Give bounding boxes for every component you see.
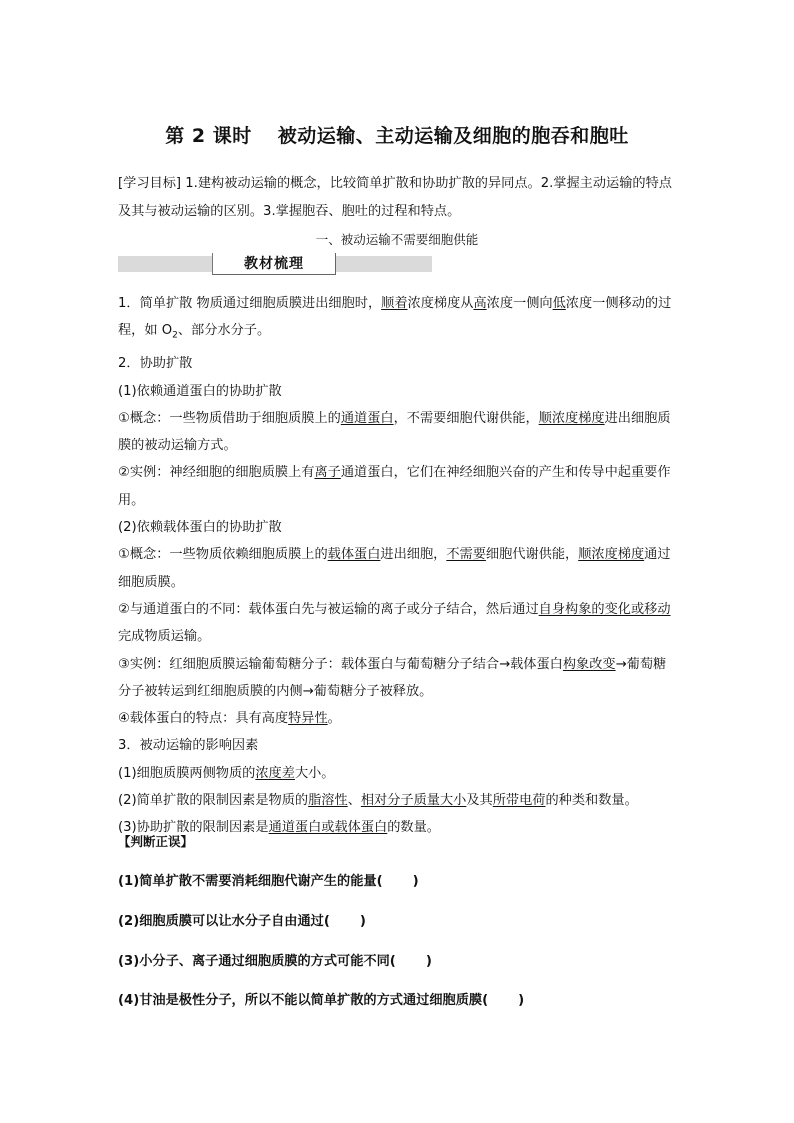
paragraph-carrier-difference: ②与通道蛋白的不同：载体蛋白先与被运输的离子或分子结合，然后通过自身构象的变化或移动完成物质运输。 bbox=[118, 601, 671, 645]
paragraph-factor-1: (1)细胞质膜两侧物质的浓度差大小。 bbox=[118, 765, 335, 781]
paragraph-carrier-protein-heading: (2)依赖载体蛋白的协助扩散 bbox=[118, 520, 282, 536]
objective-label: [学习目标] bbox=[118, 176, 182, 191]
section-band-label: 教材梳理 bbox=[212, 253, 336, 275]
objective-text: 1.建构被动运输的概念，比较简单扩散和协助扩散的异同点。2.掌握主动运输的特点及其与被动运输的区别。3.掌握胞吞、胞吐的过程和特点。 bbox=[118, 176, 672, 219]
lesson-topic: 被动运输、主动运输及细胞的胞吞和胞吐 bbox=[277, 125, 629, 147]
lesson-number: 第 2 课时 bbox=[165, 125, 252, 147]
paragraph-carrier-example: ③实例：红细胞质膜运输葡萄糖分子：载体蛋白与葡萄糖分子结合→载体蛋白构象改变→葡萄糖分子被转运到红细胞质膜的内侧→葡萄糖分子被释放。 bbox=[118, 656, 667, 699]
page-title bbox=[0, 121, 794, 148]
judgement-label: 【判断正误】 bbox=[118, 834, 194, 849]
section-heading: 一、被动运输不需要细胞供能 bbox=[315, 232, 479, 247]
paragraph-channel-concept: ①概念：一些物质借助于细胞质膜上的通道蛋白，不需要细胞代谢供能，顺浓度梯度进出细胞质膜的被动运输方式。 bbox=[118, 410, 671, 454]
paragraph-factor-2: (2)简单扩散的限制因素是物质的脂溶性、相对分子质量大小及其所带电荷的种类和数量。 bbox=[118, 792, 638, 808]
judgement-question-3: (3)小分子、离子通过细胞质膜的方式可能不同( ) bbox=[118, 954, 432, 969]
learning-objectives bbox=[118, 170, 678, 226]
paragraph-factors-heading: 3．被动运输的影响因素 bbox=[118, 738, 259, 754]
paragraph-channel-protein-heading: (1)依赖通道蛋白的协助扩散 bbox=[118, 383, 282, 399]
paragraph-factor-3: (3)协助扩散的限制因素是通道蛋白或载体蛋白的数量。 bbox=[118, 820, 440, 836]
judgement-question-1: (1)简单扩散不需要消耗细胞代谢产生的能量( ) bbox=[118, 874, 419, 889]
paragraph-carrier-feature: ④载体蛋白的特点：具有高度特异性。 bbox=[118, 711, 341, 727]
paragraph-channel-example: ②实例：神经细胞的细胞质膜上有离子通道蛋白，它们在神经细胞兴奋的产生和传导中起重要作用。 bbox=[118, 465, 671, 508]
content-body bbox=[118, 290, 678, 842]
judgement-question-4: (4)甘油是极性分子，所以不能以简单扩散的方式通过细胞质膜( ) bbox=[118, 993, 525, 1008]
paragraph-carrier-concept: ①概念：一些物质依赖细胞质膜上的载体蛋白进出细胞，不需要细胞代谢供能，顺浓度梯度通过细胞质膜。 bbox=[118, 547, 671, 590]
paragraph-facilitated-diffusion: 2．协助扩散 bbox=[118, 356, 193, 372]
paragraph-simple-diffusion: 1．简单扩散 物质通过细胞质膜进出细胞时，顺着浓度梯度从高浓度一侧向低浓度一侧移动的过程，如 $O_2$、部分水分子。 bbox=[118, 296, 672, 341]
judgement-question-2: (2)细胞质膜可以让水分子自由通过( ) bbox=[118, 914, 366, 929]
